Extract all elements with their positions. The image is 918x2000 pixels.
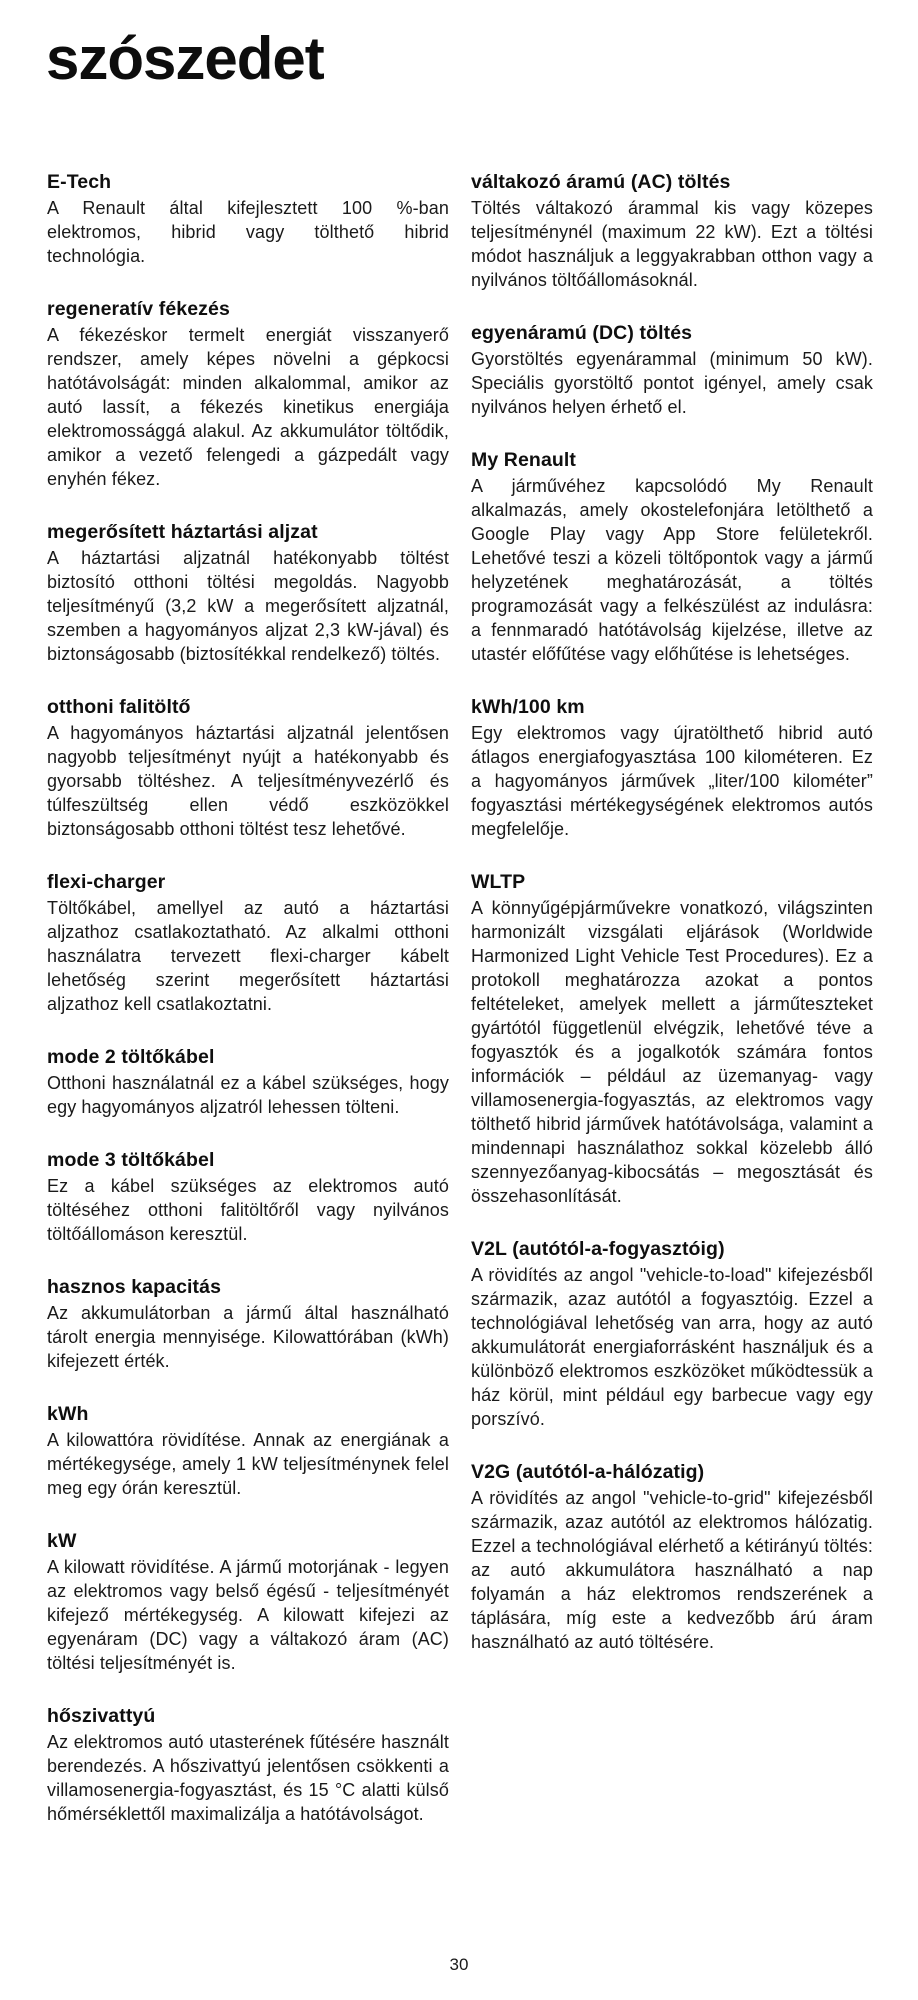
- glossary-entry: [471, 1460, 873, 1654]
- glossary-term: váltakozó áramú (AC) töltés: [471, 171, 731, 193]
- glossary-definition: A háztartási aljzatnál hatékonyabb töltést biztosító otthoni töltési megoldás. Nagyobb teljesítményű (3,2 kW a megerősített aljzatnál, szemben a hagyományos aljzat 2,3 kW-jával) és biztonságosabb (biztosítékkal rendelkező) töltés.: [47, 548, 449, 664]
- glossary-entry: [47, 1402, 449, 1500]
- glossary-definition: Egy elektromos vagy újratölthető hibrid autó átlagos energiafogyasztása 100 kilométeren. Ez a hagyományos járművek „liter/100 kilométer” fogyasztási mértékegységének elektromos autós megfelelője.: [471, 723, 873, 839]
- glossary-definition: A kilowatt rövidítése. A jármű motorjának - legyen az elektromos vagy belső égésű - teljesítményét kifejező mértékegység. A kilowatt kifejezi az egyenáram (DC) vagy a váltakozó áram (AC) töltési teljesítményét is.: [47, 1557, 449, 1673]
- glossary-definition: Az akkumulátorban a jármű által használható tárolt energia mennyisége. Kilowattórában (kWh) kifejezett érték.: [47, 1303, 449, 1371]
- glossary-term: otthoni falitöltő: [47, 696, 191, 718]
- glossary-entry: [47, 1529, 449, 1675]
- glossary-entry: [47, 1148, 449, 1246]
- glossary-definition: A rövidítés az angol "vehicle-to-grid" kifejezésből származik, azaz autótól az elektromos hálózatig. Ezzel a technológiával elérhető a kétirányú töltés: az autó akkumulátora használható a nap folyamán a ház elektromos rendszerének a táplására, míg este a kedvezőbb árú áram használható az autó töltésére.: [471, 1488, 873, 1652]
- glossary-term: hőszivattyú: [47, 1705, 156, 1727]
- glossary-definition: Az elektromos autó utasterének fűtésére használt berendezés. A hőszivattyú jelentősen csökkenti a villamosenergia-fogyasztást, és 15 °C alatti külső hőmérséklettől maximalizálja a hatótávolságot.: [47, 1732, 449, 1824]
- glossary-term: megerősített háztartási aljzat: [47, 521, 318, 543]
- glossary-entry: [47, 1275, 449, 1373]
- glossary-column-left: [47, 170, 449, 1855]
- glossary-entry: [471, 870, 873, 1208]
- glossary-definition: A könnyűgépjárművekre vonatkozó, világszinten harmonizált vizsgálati eljárások (Worldwide Harmonized Light Vehicle Test Procedures). Ez a protokoll meghatározza azokat a pontos feltételeket, amelyek mellett a járműteszteket gyártótól függetlenül elvégzik, lehetővé téve a fogyasztók és a jogalkotók számára fontos információk – például az üzemanyag- vagy villamosenergia-fogyasztás, az elektromos vagy tölthető hibrid járművek hatótávolsága, valamint a mindennapi használathoz sokkal közelebb álló szennyezőanyag-kibocsátás – megosztását és összehasonlítását.: [471, 898, 873, 1206]
- glossary-term: regeneratív fékezés: [47, 298, 230, 320]
- glossary-term: V2G (autótól-a-hálózatig): [471, 1461, 705, 1483]
- glossary-term: My Renault: [471, 449, 577, 471]
- glossary-definition: Töltés váltakozó árammal kis vagy közepes teljesítménynél (maximum 22 kW). Ezt a töltési módot használjuk a leggyakrabban otthon vagy a nyilvános töltőállomásoknál.: [471, 198, 873, 290]
- glossary-entry: [47, 1704, 449, 1826]
- glossary-term: WLTP: [471, 871, 526, 893]
- glossary-entry: [47, 1045, 449, 1119]
- glossary-term: kWh/100 km: [471, 696, 585, 718]
- glossary-term: kWh: [47, 1403, 89, 1425]
- glossary-term: V2L (autótól-a-fogyasztóig): [471, 1238, 725, 1260]
- glossary-definition: Töltőkábel, amellyel az autó a háztartási aljzathoz csatlakoztatható. Az alkalmi otthoni használatra tervezett flexi-charger kábelt lehetőség szerint megerősített háztartási aljzathoz kell csatlakoztatni.: [47, 898, 449, 1014]
- glossary-definition: A fékezéskor termelt energiát visszanyerő rendszer, amely képes növelni a gépkocsi hatótávolságát: minden alkalommal, amikor az autó lassít, a fékezés kinetikus energiája elektromossággá alakul. Az akkumulátor töltődik, amikor a vezető felengedi a gázpedált vagy enyhén fékez.: [47, 325, 449, 489]
- glossary-entry: [47, 695, 449, 841]
- glossary-entry: [471, 321, 873, 419]
- glossary-term: E-Tech: [47, 171, 112, 193]
- glossary-definition: A Renault által kifejlesztett 100 %-ban elektromos, hibrid vagy tölthető hibrid technológia.: [47, 198, 449, 266]
- glossary-term: kW: [47, 1530, 77, 1552]
- glossary-term: mode 3 töltőkábel: [47, 1149, 215, 1171]
- glossary-definition: A hagyományos háztartási aljzatnál jelentősen nagyobb teljesítményt nyújt a hatékonyabb és gyorsabb töltéshez. A teljesítményvezérlő és túlfeszültség ellen védő eszközökkel biztonságosabb otthoni töltést tesz lehetővé.: [47, 723, 449, 839]
- glossary-definition: A rövidítés az angol "vehicle-to-load" kifejezésből származik, azaz autótól a fogyasztóig. Ezzel a technológiával lehetőség van arra, hogy az autó akkumulátorát energiaforrásként használjuk és a különböző elektromos eszközöket működtessük a ház körül, mint például egy barbecue vagy egy porszívó.: [471, 1265, 873, 1429]
- glossary-entry: [47, 297, 449, 491]
- glossary-columns: [47, 170, 873, 1855]
- glossary-definition: Gyorstöltés egyenárammal (minimum 50 kW). Speciális gyorstöltő pontot igényel, amely csak nyilvános helyen érhető el.: [471, 349, 873, 417]
- glossary-entry: [47, 870, 449, 1016]
- glossary-term: egyenáramú (DC) töltés: [471, 322, 693, 344]
- glossary-definition: Otthoni használatnál ez a kábel szükséges, hogy egy hagyományos aljzatról lehessen tölteni.: [47, 1073, 449, 1117]
- page-title: szószedet: [46, 25, 324, 92]
- glossary-entry: [47, 170, 449, 268]
- glossary-entry: [471, 695, 873, 841]
- glossary-entry: [471, 448, 873, 666]
- glossary-entry: [471, 1237, 873, 1431]
- glossary-definition: A kilowattóra rövidítése. Annak az energiának a mértékegysége, amely 1 kW teljesítménynek felel meg egy órán keresztül.: [47, 1430, 449, 1498]
- glossary-column-right: [471, 170, 873, 1855]
- glossary-entry: [47, 520, 449, 666]
- page-number: 30: [449, 1955, 469, 1974]
- glossary-term: mode 2 töltőkábel: [47, 1046, 215, 1068]
- glossary-term: flexi-charger: [47, 871, 166, 893]
- glossary-definition: A járművéhez kapcsolódó My Renault alkalmazás, amely okostelefonjára letölthető a Google Play vagy App Store felületekről. Lehetővé teszi a közeli töltőpontok vagy a jármű helyzetének meghatározását, a töltés programozását vagy a felkészülést az indulásra: a fennmaradó hatótávolság kijelzése, illetve az utastér előfűtése vagy előhűtése is lehetséges.: [471, 476, 873, 664]
- glossary-term: hasznos kapacitás: [47, 1276, 222, 1298]
- glossary-definition: Ez a kábel szükséges az elektromos autó töltéséhez otthoni falitöltőről vagy nyilvános töltőállomáson keresztül.: [47, 1176, 449, 1244]
- glossary-entry: [471, 170, 873, 292]
